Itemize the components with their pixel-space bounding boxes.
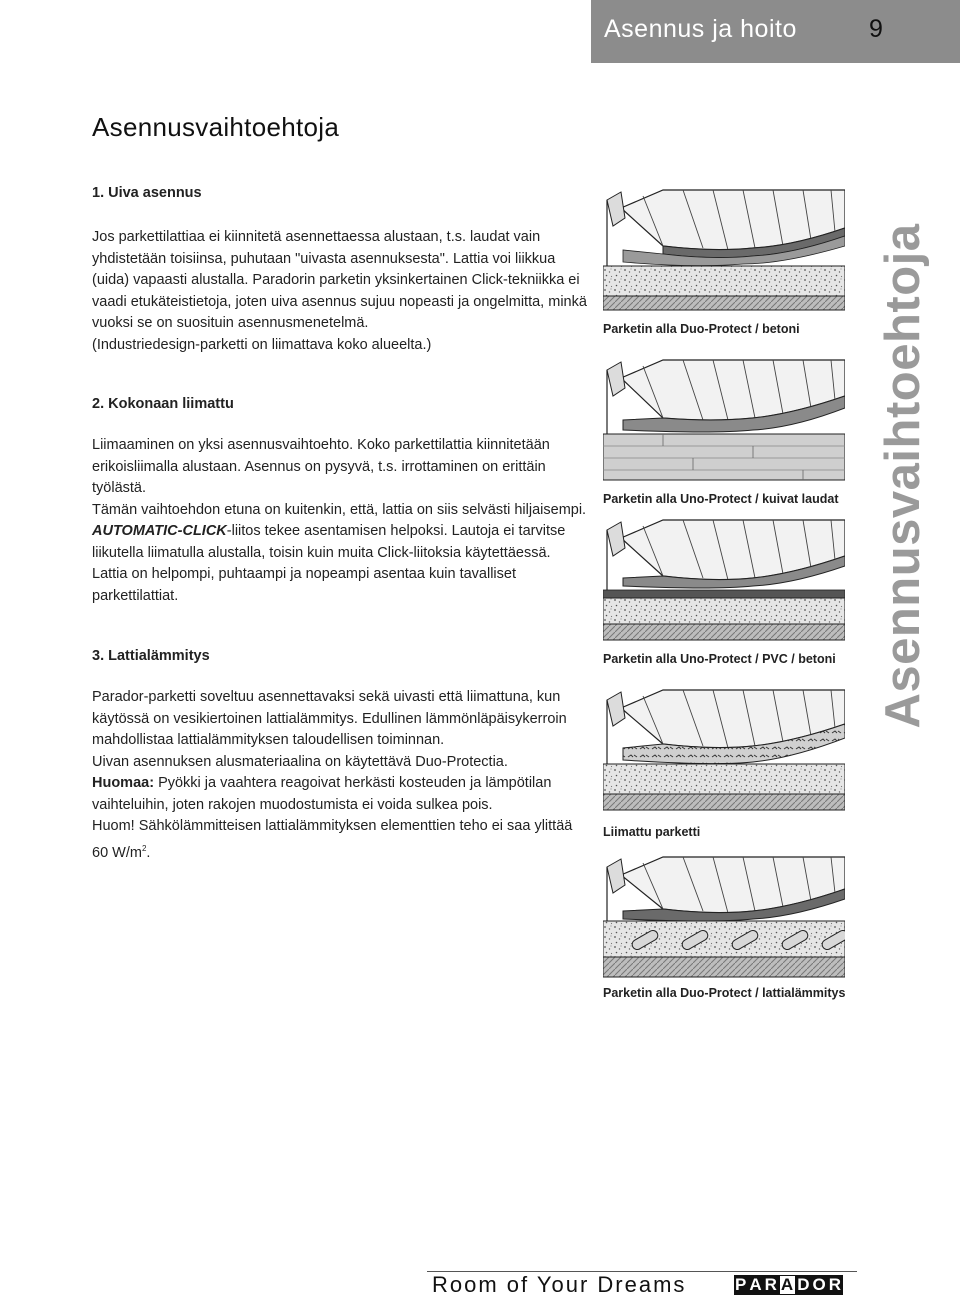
paragraph-text: -liitos tekee asentamisen helpoksi. Lautoja ei tarvitse liikutella liimatulla alustalla, toisin kuin muita Click-liitoksia käytettäessä. Lattia on helpompi, puhtaampi ja nopeampi asentaa kuin tavalliset parkettilattiat. xyxy=(92,523,566,604)
figure-caption: Liimattu parketti xyxy=(603,825,701,839)
logo-letter: P xyxy=(735,1275,748,1294)
figure-uno-protect-boards xyxy=(603,358,845,486)
logo-letter: R xyxy=(828,1275,842,1294)
section-heading-glued: 2. Kokonaan liimattu xyxy=(92,396,234,412)
section-heading-floating: 1. Uiva asennus xyxy=(92,185,202,201)
page-number: 9 xyxy=(869,15,883,43)
figure-caption: Parketin alla Uno-Protect / PVC / betoni xyxy=(603,652,836,666)
header-box xyxy=(591,0,960,63)
paragraph: Parador-parketti soveltuu asennettavaksi sekä uivasti että liimattuna, kun käytössä on vesikiertoinen lattialämmitys. Edullinen lämmönläpäisykerroin mahdollistaa lattialämmityksen taloudellisen toiminnan. xyxy=(92,689,567,748)
paragraph: Liimaaminen on yksi asennusvaihtoehto. Koko parkettilattia kiinnitetään erikoisliimalla alustaan. Asennus on pysyvä, t.s. irrottaminen on erittäin työlästä. xyxy=(92,437,550,496)
paragraph-text: Pyökki ja vaahtera reagoivat herkästi kosteuden ja lämpötilan vaihteluihin, joten rakojen muodostumista ei voida sulkea pois. xyxy=(92,775,552,813)
note-label: Huomaa: xyxy=(92,775,155,791)
page-title: Asennusvaihtoehtoja xyxy=(92,112,340,142)
footer-slogan: Room of Your Dreams xyxy=(432,1272,687,1297)
paragraph-text: . xyxy=(146,844,151,861)
logo-letter: A xyxy=(780,1275,795,1294)
paragraph: Jos parkettilattiaa ei kiinnitetä asennettaessa alustaan, t.s. laudat vain yhdistetään toisiinsa, puhutaan "uivasta asennuksesta". Lattia voi liikkua (uida) vapaasti alustalla. Paradorin parketin yksinkertainen Click-tekniikka ei vaadi etukäteistietoja, joten uiva asennus sujuu nopeasti ja ongelmitta, minkä vuoksi se on suosituin asennusmenetelmä. xyxy=(92,229,587,331)
automatic-click-emphasis: AUTOMATIC-CLICK xyxy=(92,523,227,539)
logo-letter: D xyxy=(797,1275,811,1294)
figure-caption: Parketin alla Duo-Protect / betoni xyxy=(603,322,800,336)
figure-caption: Parketin alla Duo-Protect / lattialämmitys xyxy=(603,986,846,1000)
paragraph xyxy=(92,816,587,864)
logo-letter: O xyxy=(812,1275,827,1294)
paragraph-text: Huom! Sähkölämmitteisen lattialämmityksen elementtien teho ei saa ylittää 60 W/m xyxy=(92,818,573,861)
superscript: 2 xyxy=(141,843,147,853)
paragraph: Uivan asennuksen alusmateriaalina on käytettävä Duo-Protectia. xyxy=(92,753,508,770)
logo-letter: R xyxy=(764,1275,778,1294)
header-title: Asennus ja hoito xyxy=(604,15,797,43)
parador-logo xyxy=(734,1275,843,1295)
figure-uno-protect-pvc xyxy=(603,518,845,646)
figure-caption: Parketin alla Uno-Protect / kuivat laudat xyxy=(603,492,839,506)
figure-duo-protect-concrete xyxy=(603,188,845,316)
figure-glued-parquet xyxy=(603,688,845,816)
side-label xyxy=(868,188,938,763)
section-body-floor-heating xyxy=(92,687,587,864)
paragraph: (Industriedesign-parketti on liimattava koko alueelta.) xyxy=(92,336,432,353)
paragraph: Tämän vaihtoehdon etuna on kuitenkin, että, lattia on siis selvästi hiljaisempi. xyxy=(92,501,587,518)
section-body-glued xyxy=(92,435,587,607)
paragraph xyxy=(92,773,587,816)
paragraph xyxy=(92,521,587,607)
section-heading-floor-heating: 3. Lattialämmitys xyxy=(92,648,210,664)
figure-duo-protect-heating xyxy=(603,855,845,983)
section-body-floating xyxy=(92,227,592,356)
logo-letter: A xyxy=(749,1275,763,1294)
side-label-text: Asennusvaihtoehtoja xyxy=(876,222,930,729)
